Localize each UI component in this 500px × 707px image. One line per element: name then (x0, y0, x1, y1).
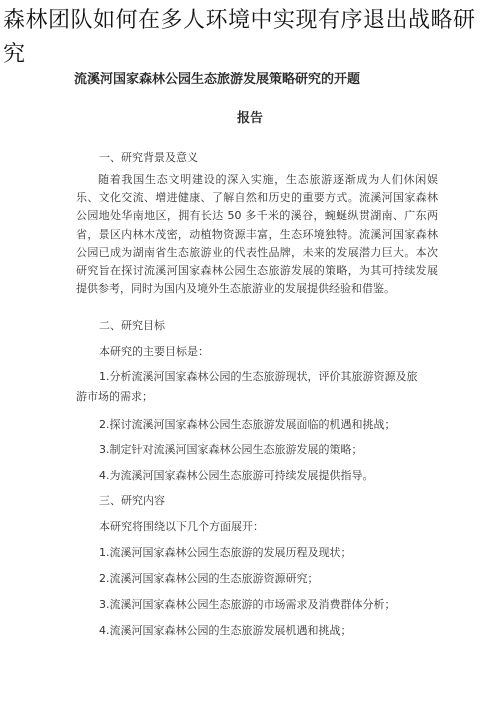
goal-item: 3.制定针对流溪河国家森林公园生态旅游发展的策略； (99, 443, 363, 456)
document-title-line2: 报告 (236, 111, 263, 126)
content-item: 1.流溪河国家森林公园生态旅游的发展历程及现状； (99, 546, 352, 559)
section-heading-content: 三、研究内容 (99, 494, 165, 507)
content-item: 2.流溪河国家森林公园的生态旅游资源研究； (99, 572, 319, 585)
content-intro: 本研究将围绕以下几个方面展开： (99, 520, 264, 533)
section-heading-background: 一、研究背景及意义 (99, 151, 198, 164)
goal-item: 4.为流溪河国家森林公园生态旅游可持续发展提供指导。 (99, 469, 374, 482)
section-heading-goals: 二、研究目标 (99, 319, 165, 332)
page-heading: 森林团队如何在多人环境中实现有序退出战略研究 (3, 8, 476, 67)
goal-item: 1.分析流溪河国家森林公园的生态旅游现状，评价其旅游资源及旅游市场的需求； (76, 370, 418, 403)
document-title: 流溪河国家森林公园生态旅游发展策略研究的开题 (74, 72, 361, 87)
section-paragraph-background: 随着我国生态文明建设的深入实施，生态旅游逐渐成为人们休闲娱乐、文化交流、增进健康、了解自然和历史的重要方式。流溪河国家森林公园地处华南地区，拥有长达 50 多千米的溪谷，蜿蜒纵贯湖南、广东两省，景区内林木茂密，动植物资源丰富，生态环境独特。流溪河国家森林公园已成为湖南省生态旅游业的代表性品牌，未来的发展潜力巨大。本次研究旨在探讨流溪河国家森林公园生态旅游发展的策略，为其可持续发展提供参考，同时为国内及境外生态旅游业的发展提供经验和借鉴。 (76, 173, 438, 296)
goal-item: 2.探讨流溪河国家森林公园生态旅游发展面临的机遇和挑战； (99, 418, 396, 431)
content-item: 4.流溪河国家森林公园的生态旅游发展机遇和挑战； (99, 624, 352, 637)
goals-intro: 本研究的主要目标是： (99, 345, 209, 358)
content-item: 3.流溪河国家森林公园生态旅游的市场需求及消费群体分析； (99, 598, 396, 611)
